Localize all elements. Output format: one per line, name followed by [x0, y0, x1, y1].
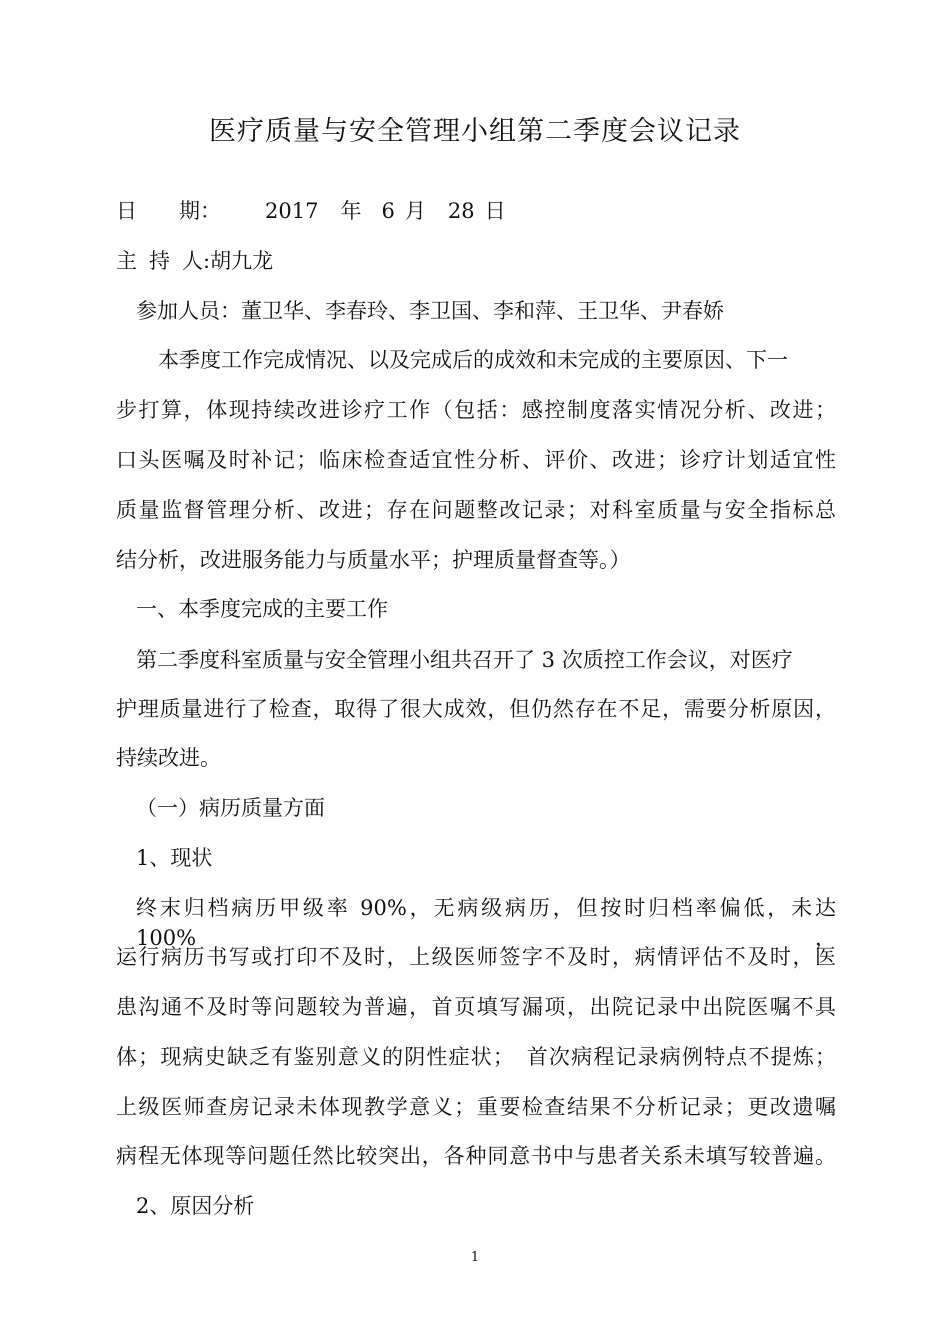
item-1-heading: 1、现状 — [136, 846, 213, 870]
intro-line: 步打算，体现持续改进诊疗工作（包括：感控制度落实情况分析、改进； — [116, 398, 836, 422]
host-label-2: 持 — [149, 249, 170, 273]
attendees-line: 参加人员：董卫华、李春玲、李卫国、李和萍、王卫华、尹春娇 — [136, 299, 724, 323]
intro-line: 本季度工作完成情况、以及完成后的成效和未完成的主要原因、下一 — [158, 348, 788, 372]
host-label-1: 主 — [116, 249, 137, 273]
item-2-heading: 2、原因分析 — [136, 1194, 255, 1218]
date-year-unit: 年 — [340, 199, 362, 223]
date-label-2: 期： — [179, 199, 221, 223]
item-1-line: 病程无体现等问题任然比较突出，各种同意书中与患者关系未填写较普遍。 — [116, 1144, 836, 1168]
intro-line: 结分析，改进服务能力与质量水平；护理质量督查等。） — [116, 548, 631, 572]
item-1-line: 体；现病史缺乏有鉴别意义的阴性症状； 首次病程记录病例特点不提炼； — [116, 1045, 836, 1069]
item-1-line: 终末归档病历甲级率 90%，无病级病历，但按时归档率偏低，未达 100%， — [136, 896, 836, 950]
section-1-heading: 一、本季度完成的主要工作 — [136, 597, 388, 621]
date-day: 28 — [447, 199, 475, 223]
section-1-line: 持续改进。 — [116, 746, 221, 770]
subsection-heading: （一）病历质量方面 — [136, 796, 325, 820]
host-label-3: 人:胡九龙 — [182, 249, 274, 273]
page-number: 1 — [470, 1250, 480, 1265]
date-day-unit: 日 — [484, 199, 506, 223]
document-title: 医疗质量与安全管理小组第二季度会议记录 — [209, 116, 741, 147]
intro-line: 口头医嘱及时补记；临床检查适宜性分析、评价、改进；诊疗计划适宜性 — [116, 448, 836, 472]
host-line — [116, 246, 836, 276]
item-1-line: 运行病历书写或打印不及时，上级医师签字不及时，病情评估不及时，医 — [116, 945, 836, 969]
date-month: 6 — [381, 199, 395, 223]
section-1-line: 第二季度科室质量与安全管理小组共召开了 3 次质控工作会议，对医疗 — [136, 648, 793, 672]
date-year: 2017 — [265, 199, 319, 223]
date-line — [116, 196, 836, 226]
intro-line: 质量监督管理分析、改进；存在问题整改记录；对科室质量与安全指标总 — [116, 498, 836, 522]
date-month-unit: 月 — [404, 199, 426, 223]
date-label-1: 日 — [116, 199, 137, 223]
section-1-line: 护理质量进行了检查，取得了很大成效，但仍然存在不足，需要分析原因， — [116, 697, 836, 721]
item-1-line: 患沟通不及时等问题较为普遍，首页填写漏项，出院记录中出院医嘱不具 — [116, 995, 836, 1019]
item-1-line: 上级医师查房记录未体现教学意义；重要检查结果不分析记录；更改遗嘱 — [116, 1095, 836, 1119]
